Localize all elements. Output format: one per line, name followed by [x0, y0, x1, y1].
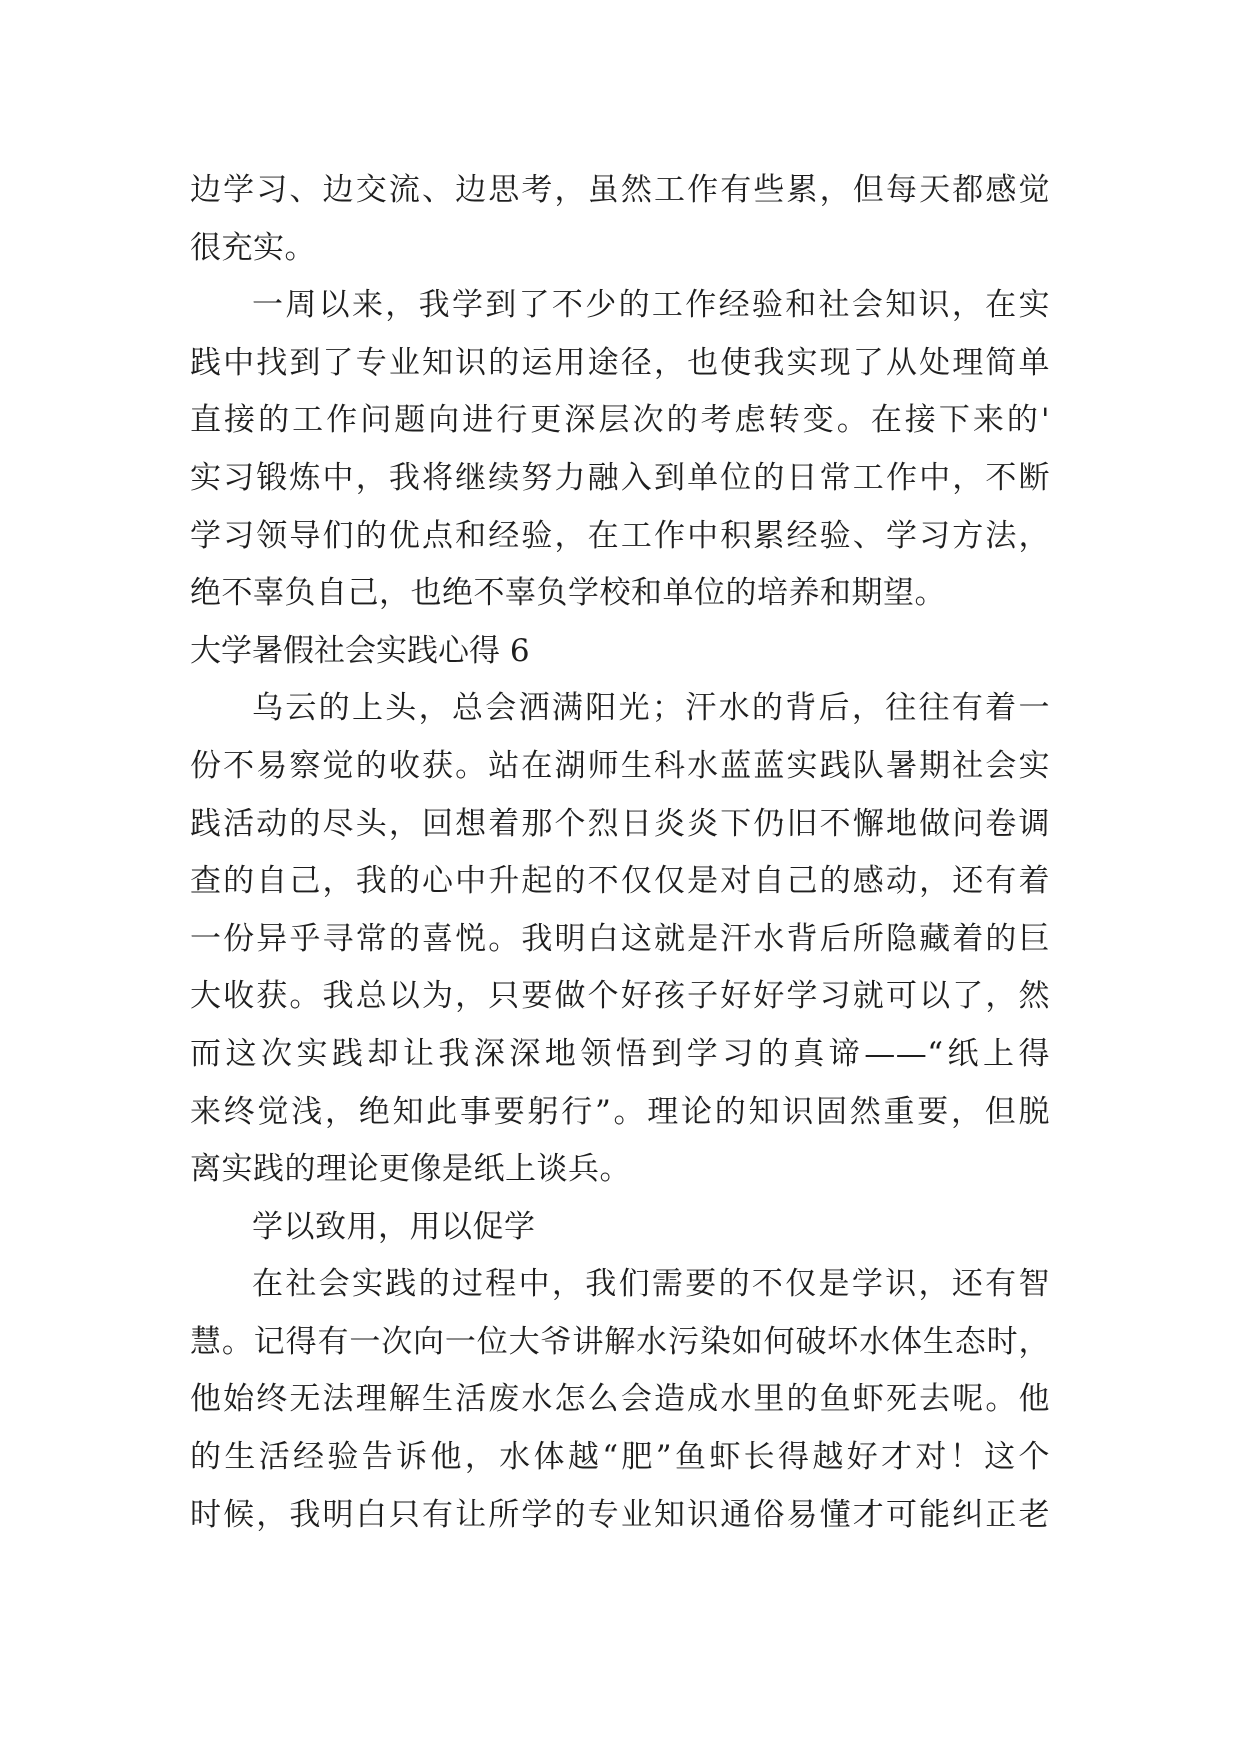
text-line: 他始终无法理解生活废水怎么会造成水里的鱼虾死去呢。他 — [190, 1381, 1050, 1418]
text-line: 离实践的理论更像是纸上谈兵。 — [190, 1151, 631, 1188]
text-line: 时候，我明白只有让所学的专业知识通俗易懂才可能纠正老 — [190, 1496, 1050, 1533]
text-line: 践活动的尽头，回想着那个烈日炎炎下仍旧不懈地做问卷调 — [190, 805, 1050, 842]
text-line: 践中找到了专业知识的运用途径，也使我实现了从处理简单 — [190, 344, 1050, 381]
paragraph-first-line: 一周以来，我学到了不少的工作经验和社会知识，在实 — [252, 287, 1050, 324]
document-body — [190, 162, 1050, 1544]
text-line: 的生活经验告诉他，水体越“肥”鱼虾长得越好才对！这个 — [190, 1439, 1050, 1476]
text-line: 而这次实践却让我深深地领悟到学习的真谛——“纸上得 — [190, 1035, 1050, 1072]
text-line: 学习领导们的优点和经验，在工作中积累经验、学习方法， — [190, 517, 1050, 554]
text-line: 查的自己，我的心中升起的不仅仅是对自己的感动，还有着 — [190, 863, 1050, 900]
paragraph-first-line: 在社会实践的过程中，我们需要的不仅是学识，还有智 — [252, 1266, 1050, 1303]
text-line: 很充实。 — [190, 229, 316, 266]
text-line: 绝不辜负自己，也绝不辜负学校和单位的培养和期望。 — [190, 575, 946, 612]
text-line: 份不易察觉的收获。站在湖师生科水蓝蓝实践队暑期社会实 — [190, 747, 1050, 784]
subheading: 学以致用，用以促学 — [252, 1208, 536, 1245]
section-heading: 大学暑假社会实践心得 6 — [190, 632, 530, 669]
text-line: 大收获。我总以为，只要做个好孩子好好学习就可以了，然 — [190, 978, 1050, 1015]
text-line: 来终觉浅，绝知此事要躬行”。理论的知识固然重要，但脱 — [190, 1093, 1050, 1130]
text-line: 边学习、边交流、边思考，虽然工作有些累，但每天都感觉 — [190, 172, 1050, 208]
text-line: 直接的工作问题向进行更深层次的考虑转变。在接下来的' — [190, 402, 1050, 439]
paragraph-first-line: 乌云的上头，总会洒满阳光；汗水的背后，往往有着一 — [252, 690, 1050, 727]
text-line: 实习锻炼中，我将继续努力融入到单位的日常工作中，不断 — [190, 459, 1050, 496]
text-line: 一份异乎寻常的喜悦。我明白这就是汗水背后所隐藏着的巨 — [190, 920, 1050, 957]
text-line: 慧。记得有一次向一位大爷讲解水污染如何破坏水体生态时， — [190, 1323, 1050, 1360]
